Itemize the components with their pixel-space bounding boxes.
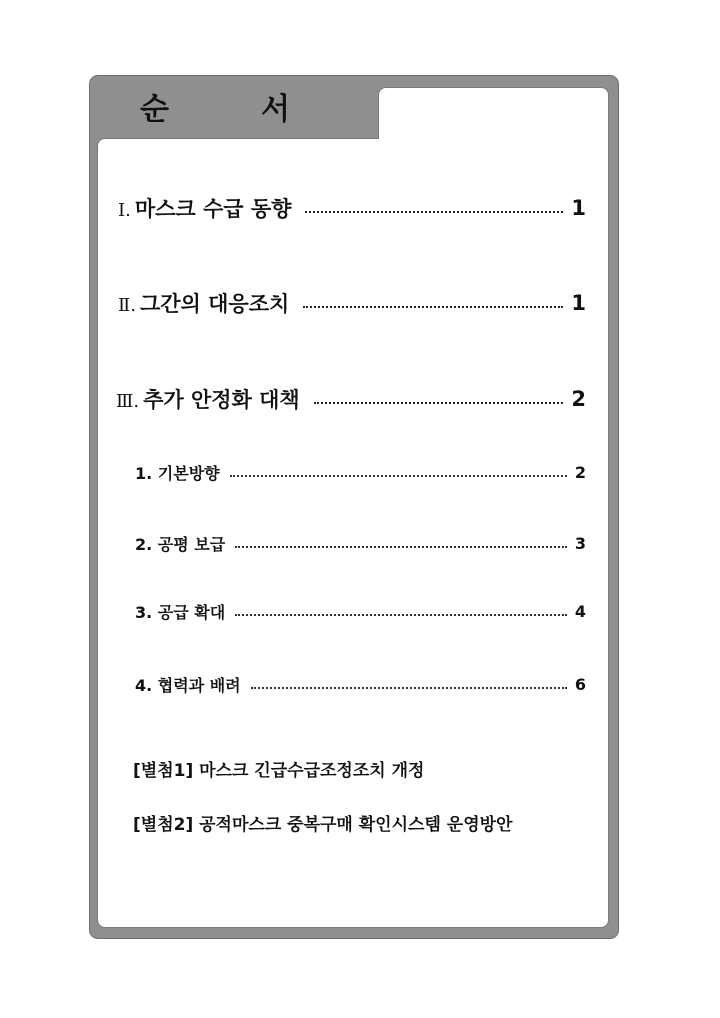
toc-entry[interactable]: [118, 194, 586, 222]
toc-subentry-page: 3: [574, 533, 586, 553]
toc-entry-number: Ⅲ.: [116, 391, 140, 412]
title-char-1: 순: [140, 92, 169, 127]
toc-entry-title: 추가 안정화 대책: [143, 388, 300, 412]
toc-subentry-page: 6: [574, 674, 586, 694]
appendix-item[interactable]: [별첨2] 공적마스크 중복구매 확인시스템 운영방안: [133, 815, 513, 835]
toc-subentry-label: 2. 공평 보급: [135, 534, 226, 554]
dot-leader: [230, 475, 567, 477]
toc-entry-page: 2: [571, 387, 586, 411]
toc-entry-label: [118, 288, 289, 318]
toc-entry-page: 1: [571, 196, 586, 220]
toc-subentry-page: 4: [574, 601, 586, 621]
toc-entry-number: Ⅰ.: [118, 200, 131, 221]
toc-subentry-label: 1. 기본방향: [135, 463, 220, 483]
toc-subentry[interactable]: [135, 531, 586, 555]
appendix-item[interactable]: [별첨1] 마스크 긴급수급조정조치 개정: [133, 761, 425, 781]
toc-entry-title: 그간의 대응조치: [139, 292, 290, 316]
toc-entry[interactable]: [118, 289, 586, 317]
toc-entry-title: 마스크 수급 동향: [134, 197, 292, 221]
page-title: [140, 86, 290, 126]
dot-leader: [251, 687, 567, 689]
toc-entry-label: [116, 384, 300, 414]
dot-leader: [305, 211, 563, 213]
toc-entry-label: [118, 193, 291, 223]
toc-subentry-label: 4. 협력과 배려: [135, 675, 241, 695]
toc-subentry-label: 3. 공급 확대: [135, 602, 226, 622]
toc-entry-number: Ⅱ.: [118, 295, 136, 316]
toc-entry-page: 1: [571, 291, 586, 315]
title-char-2: 서: [261, 92, 290, 127]
dot-leader: [235, 546, 567, 548]
toc-subentry[interactable]: [135, 460, 586, 484]
toc-subentry-page: 2: [574, 462, 586, 482]
toc-subentry[interactable]: [135, 672, 586, 696]
toc-subentry[interactable]: [135, 599, 586, 623]
toc-entry[interactable]: [116, 385, 586, 413]
tab-joint: [379, 136, 608, 148]
dot-leader: [235, 614, 567, 616]
dot-leader: [314, 402, 564, 404]
dot-leader: [303, 306, 563, 308]
